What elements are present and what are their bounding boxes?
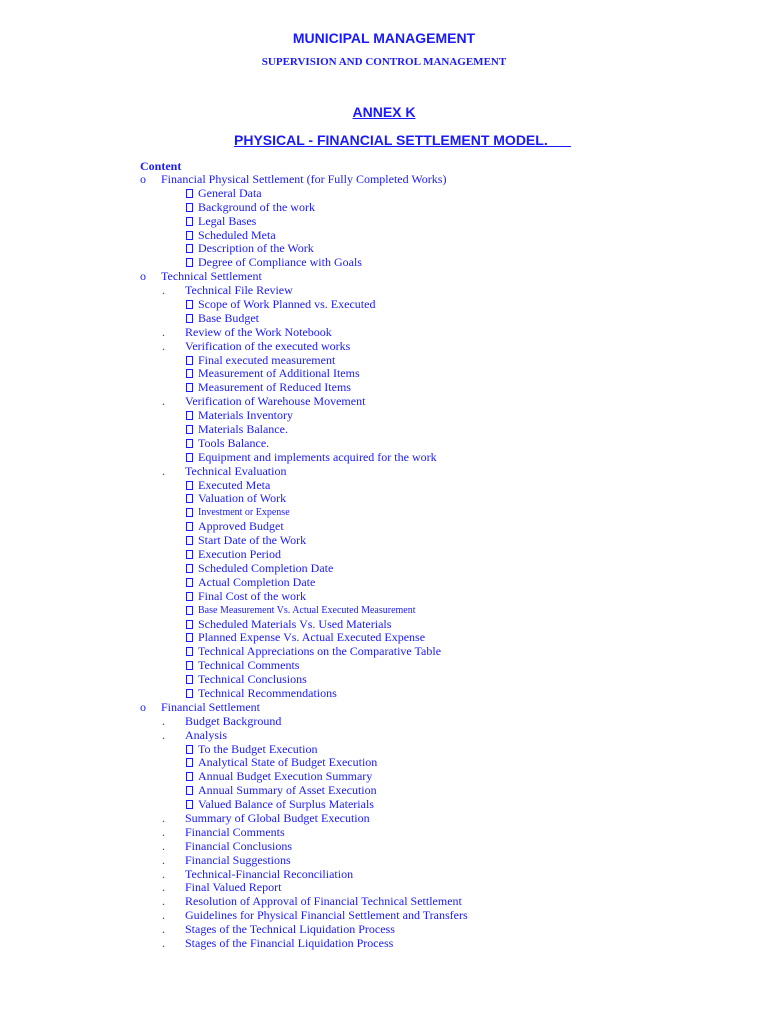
bullet-box-icon	[186, 522, 193, 531]
toc-item-label: Financial Conclusions	[185, 838, 292, 853]
toc-item-level-3	[0, 798, 768, 812]
toc-item-level-3	[0, 409, 768, 423]
toc-item-level-2	[0, 840, 768, 854]
toc-item-label: Valuation of Work	[198, 491, 287, 506]
bullet-dot-icon: .	[162, 894, 165, 909]
toc-item-level-1	[0, 270, 768, 284]
bullet-box-icon	[186, 494, 193, 503]
toc-item-label: Verification of the executed works	[185, 338, 351, 353]
bullet-box-icon	[186, 356, 193, 365]
toc-item-label: Executed Meta	[198, 477, 271, 492]
toc-item-label: Degree of Compliance with Goals	[198, 255, 362, 270]
bullet-box-icon	[186, 217, 193, 226]
toc-item-level-3	[0, 492, 768, 506]
toc-item-label: To the Budget Execution	[198, 741, 318, 756]
toc-item-label: Scheduled Materials Vs. Used Materials	[198, 616, 392, 631]
bullet-dot-icon: .	[162, 935, 165, 950]
bullet-box-icon	[186, 578, 193, 587]
toc-item-level-3	[0, 687, 768, 701]
toc-item-label: Final Valued Report	[185, 880, 282, 895]
toc-item-label: Base Measurement Vs. Actual Executed Measurement	[198, 604, 416, 616]
bullet-box-icon	[186, 383, 193, 392]
toc-item-level-3	[0, 242, 768, 256]
toc-item-label: Planned Expense Vs. Actual Executed Expense	[198, 630, 426, 645]
toc-item-label: Technical Appreciations on the Comparative Table	[198, 644, 442, 659]
bullet-box-icon	[186, 258, 193, 267]
bullet-box-icon	[186, 550, 193, 559]
toc-item-label: Scheduled Meta	[198, 227, 276, 242]
bullet-box-icon	[186, 689, 193, 698]
toc-item-label: Analytical State of Budget Execution	[198, 755, 378, 770]
toc-item-level-3	[0, 562, 768, 576]
document-subtitle: SUPERVISION AND CONTROL MANAGEMENT	[261, 56, 507, 68]
bullet-box-icon	[186, 314, 193, 323]
toc-item-level-2	[0, 284, 768, 298]
toc-item-level-2	[0, 854, 768, 868]
toc-item-label: Materials Balance.	[198, 422, 288, 437]
toc-item-level-3	[0, 479, 768, 493]
toc-item-level-3	[0, 298, 768, 312]
bullet-box-icon	[186, 633, 193, 642]
toc-item-level-3	[0, 381, 768, 395]
toc-item-level-3	[0, 576, 768, 590]
toc-item-label: Scheduled Completion Date	[198, 560, 334, 575]
toc-item-level-3	[0, 437, 768, 451]
bullet-dot-icon: .	[162, 727, 165, 742]
bullet-dot-icon: .	[162, 908, 165, 923]
toc-item-level-3	[0, 312, 768, 326]
toc-item-level-3	[0, 520, 768, 534]
toc-item-level-3	[0, 618, 768, 632]
toc-item-label: Technical Conclusions	[198, 672, 307, 687]
bullet-dot-icon: .	[162, 922, 165, 937]
bullet-box-icon	[186, 508, 193, 517]
toc-item-label: Equipment and implements acquired for the work	[198, 449, 437, 464]
table-of-contents	[0, 173, 768, 951]
bullet-dot-icon: .	[162, 810, 165, 825]
bullet-dot-icon: .	[162, 852, 165, 867]
bullet-dot-icon: .	[162, 713, 165, 728]
toc-item-label: Actual Completion Date	[198, 574, 316, 589]
toc-item-label: Investment or Expense	[198, 507, 290, 519]
annex-heading: ANNEX K	[352, 104, 416, 120]
toc-item-label: Financial Settlement	[161, 699, 260, 714]
toc-item-label: Base Budget	[198, 310, 259, 325]
toc-item-level-3	[0, 743, 768, 757]
bullet-box-icon	[186, 661, 193, 670]
toc-item-level-2	[0, 937, 768, 951]
toc-item-label: Approved Budget	[198, 519, 284, 534]
content-label: Content	[140, 159, 182, 173]
model-title: PHYSICAL - FINANCIAL SETTLEMENT MODEL.	[234, 132, 572, 148]
toc-item-label: Legal Bases	[198, 213, 257, 228]
toc-item-label: Analysis	[185, 727, 227, 742]
toc-item-level-3	[0, 229, 768, 243]
toc-item-label: Description of the Work	[198, 241, 314, 256]
toc-item-label: Valued Balance of Surplus Materials	[198, 797, 374, 812]
toc-item-level-3	[0, 756, 768, 770]
toc-item-label: General Data	[198, 185, 262, 200]
toc-item-level-2	[0, 895, 768, 909]
bullet-box-icon	[186, 675, 193, 684]
toc-item-level-2	[0, 868, 768, 882]
toc-item-label: Stages of the Technical Liquidation Process	[185, 922, 395, 937]
toc-item-level-3	[0, 215, 768, 229]
toc-item-level-1	[0, 173, 768, 187]
toc-item-label: Materials Inventory	[198, 408, 293, 423]
toc-item-level-3	[0, 451, 768, 465]
toc-item-level-3	[0, 423, 768, 437]
toc-item-level-3	[0, 784, 768, 798]
toc-item-level-3	[0, 201, 768, 215]
toc-item-label: Summary of Global Budget Execution	[185, 810, 370, 825]
toc-item-label: Guidelines for Physical Financial Settlement and Transfers	[185, 908, 468, 923]
bullet-box-icon	[186, 620, 193, 629]
bullet-dot-icon: .	[162, 880, 165, 895]
toc-item-level-2	[0, 340, 768, 354]
toc-item-level-2	[0, 881, 768, 895]
bullet-box-icon	[186, 536, 193, 545]
toc-item-label: Start Date of the Work	[198, 533, 307, 548]
bullet-box-icon	[186, 592, 193, 601]
bullet-dot-icon: .	[162, 866, 165, 881]
bullet-box-icon	[186, 411, 193, 420]
document-title: MUNICIPAL MANAGEMENT	[292, 30, 476, 46]
toc-item-label: Annual Budget Execution Summary	[198, 769, 373, 784]
toc-item-level-3	[0, 604, 768, 618]
bullet-dot-icon: .	[162, 283, 165, 298]
bullet-dot-icon: .	[162, 463, 165, 478]
toc-item-label: Technical-Financial Reconciliation	[185, 866, 354, 881]
toc-item-label: Final Cost of the work	[198, 588, 306, 603]
toc-item-label: Financial Suggestions	[185, 852, 291, 867]
bullet-dot-icon: .	[162, 838, 165, 853]
toc-item-level-3	[0, 659, 768, 673]
bullet-dot-icon: .	[162, 394, 165, 409]
toc-item-level-2	[0, 812, 768, 826]
toc-item-label: Stages of the Financial Liquidation Process	[185, 935, 394, 950]
bullet-box-icon	[186, 300, 193, 309]
toc-item-label: Budget Background	[185, 713, 282, 728]
toc-item-level-3	[0, 506, 768, 520]
toc-item-level-1	[0, 701, 768, 715]
toc-item-level-2	[0, 923, 768, 937]
toc-item-label: Annual Summary of Asset Execution	[198, 783, 377, 798]
bullet-circle-icon: o	[140, 172, 146, 186]
toc-item-level-3	[0, 256, 768, 270]
toc-item-level-3	[0, 770, 768, 784]
bullet-box-icon	[186, 203, 193, 212]
bullet-box-icon	[186, 606, 193, 615]
toc-item-label: Technical Recommendations	[198, 685, 337, 700]
bullet-box-icon	[186, 758, 193, 767]
bullet-box-icon	[186, 786, 193, 795]
bullet-box-icon	[186, 481, 193, 490]
toc-item-level-3	[0, 548, 768, 562]
toc-item-label: Verification of Warehouse Movement	[185, 394, 366, 409]
toc-item-level-3	[0, 673, 768, 687]
toc-item-level-3	[0, 354, 768, 368]
toc-item-level-2	[0, 395, 768, 409]
bullet-circle-icon: o	[140, 699, 146, 714]
toc-item-level-3	[0, 187, 768, 201]
toc-item-label: Resolution of Approval of Financial Technical Settlement	[185, 894, 462, 909]
toc-item-level-2	[0, 909, 768, 923]
toc-item-label: Execution Period	[198, 547, 281, 562]
toc-item-label: Final executed measurement	[198, 352, 336, 367]
toc-item-label: Technical File Review	[185, 283, 293, 298]
bullet-box-icon	[186, 189, 193, 198]
toc-item-level-3	[0, 631, 768, 645]
bullet-dot-icon: .	[162, 338, 165, 353]
bullet-box-icon	[186, 453, 193, 462]
bullet-dot-icon: .	[162, 824, 165, 839]
bullet-box-icon	[186, 439, 193, 448]
bullet-box-icon	[186, 772, 193, 781]
toc-item-label: Tools Balance.	[198, 435, 270, 450]
toc-item-label: Review of the Work Notebook	[185, 324, 332, 339]
toc-item-level-2	[0, 715, 768, 729]
toc-item-label: Financial Comments	[185, 824, 285, 839]
bullet-box-icon	[186, 231, 193, 240]
bullet-box-icon	[186, 800, 193, 809]
toc-item-label: Technical Comments	[198, 658, 300, 673]
toc-item-level-2	[0, 729, 768, 743]
bullet-box-icon	[186, 244, 193, 253]
toc-item-level-3	[0, 367, 768, 381]
toc-item-label: Scope of Work Planned vs. Executed	[198, 297, 376, 312]
bullet-box-icon	[186, 647, 193, 656]
toc-item-label: Technical Evaluation	[185, 463, 287, 478]
toc-item-level-3	[0, 534, 768, 548]
toc-item-label: Measurement of Additional Items	[198, 366, 360, 381]
toc-item-level-2	[0, 465, 768, 479]
bullet-dot-icon: .	[162, 324, 165, 339]
toc-item-label: Technical Settlement	[161, 269, 262, 284]
toc-item-label: Financial Physical Settlement (for Fully Completed Works)	[161, 172, 447, 186]
toc-item-level-3	[0, 645, 768, 659]
bullet-box-icon	[186, 745, 193, 754]
toc-item-level-3	[0, 590, 768, 604]
toc-item-level-2	[0, 326, 768, 340]
toc-item-label: Background of the work	[198, 199, 315, 214]
bullet-box-icon	[186, 369, 193, 378]
toc-item-label: Measurement of Reduced Items	[198, 380, 351, 395]
bullet-box-icon	[186, 564, 193, 573]
bullet-box-icon	[186, 425, 193, 434]
bullet-circle-icon: o	[140, 269, 146, 284]
toc-item-level-2	[0, 826, 768, 840]
